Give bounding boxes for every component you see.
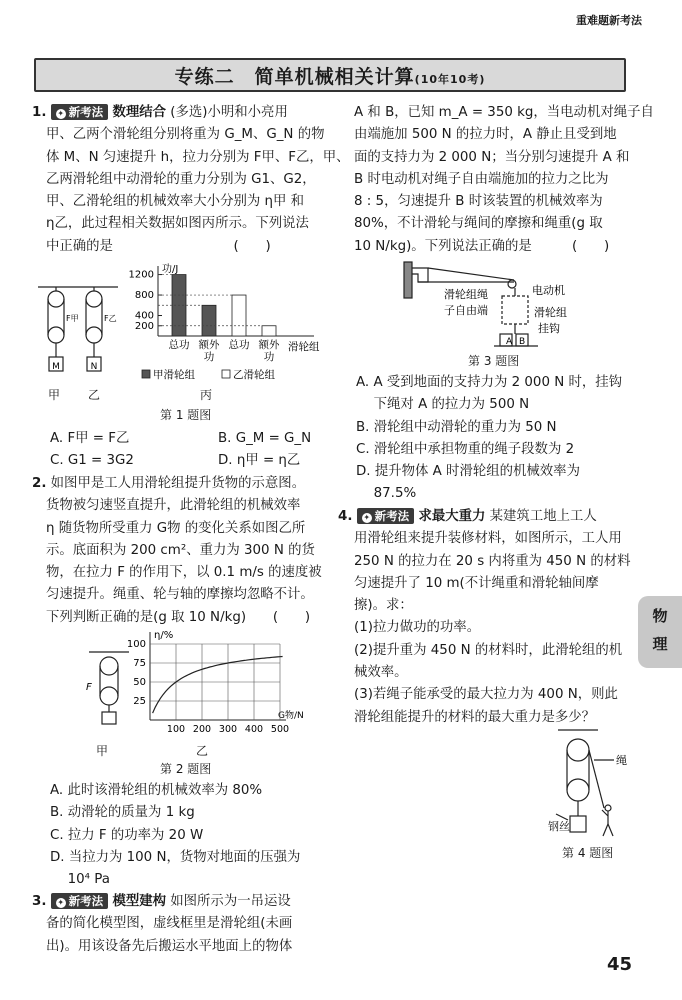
q1-line: 乙两滑轮组中动滑轮的重力分别为 G1、G2， bbox=[46, 171, 316, 187]
legend-swatch bbox=[142, 370, 150, 378]
q2-line: 匀速提升。绳重、轮与轴的摩擦均忽略不计。 bbox=[46, 587, 314, 603]
q2-option-a: A. 此时该滑轮组的机械效率为 80% bbox=[50, 783, 263, 798]
x-tick-label: 100 bbox=[166, 724, 186, 735]
x-tick-label: 300 bbox=[218, 724, 238, 735]
q3-option-c: C. 滑轮组中承担物重的绳子段数为 2 bbox=[356, 441, 575, 457]
q2-line: 物，在拉力 F 的作用下，以 0.1 m/s 的速度被 bbox=[46, 565, 322, 581]
q4-line: 械效率。 bbox=[354, 665, 408, 681]
q2-number: 2. bbox=[32, 476, 47, 491]
label-m: M bbox=[52, 362, 60, 372]
q3-option-d-cont: 87.5% bbox=[356, 486, 417, 502]
q3-line: 由端施加 500 N 的拉力时，A 静止且受到地 bbox=[354, 127, 617, 143]
q2-line: 下列判断正确的是(g 取 10 N/kg) ( ) bbox=[46, 609, 311, 625]
q2-option-b: B. 动滑轮的质量为 1 kg bbox=[50, 805, 195, 821]
q1-line: 甲、乙两个滑轮组分别将重为 G_M、G_N 的物 bbox=[46, 127, 325, 143]
q1-line: 体 M、N 匀速提升 h，拉力分别为 F甲、F乙，甲、 bbox=[46, 149, 350, 165]
q4-line: (2)提升重为 450 N 的材料时，此滑轮组的机 bbox=[354, 642, 623, 658]
new-method-tag: ✦ 新考法 bbox=[357, 508, 415, 524]
q1-bar-chart bbox=[114, 262, 332, 400]
label-n: N bbox=[90, 362, 98, 372]
q1-pulley-figures bbox=[38, 285, 118, 385]
q1-caption: 第 1 题图 bbox=[160, 408, 212, 422]
y-tick-label: 100 bbox=[126, 639, 146, 650]
subject-label: 物 理 bbox=[652, 607, 668, 653]
y-axis-label: η/% bbox=[154, 630, 174, 641]
q3-line: B 时电动机对绳子自由端施加的拉力之比为 bbox=[354, 171, 609, 187]
section-note: (10年10考) bbox=[414, 73, 486, 86]
y-tick-label: 1200 bbox=[128, 269, 154, 281]
legend-swatch bbox=[222, 370, 230, 378]
page-number: 45 bbox=[606, 954, 632, 975]
q4-line: 滑轮组能提升的材料的最大重力是多少？ bbox=[354, 709, 596, 725]
q1-line: 甲、乙滑轮组的机械效率大小分别为 η甲 和 bbox=[46, 194, 305, 210]
section-title: 专练二 简单机械相关计算(10年10考) bbox=[174, 66, 486, 88]
q3-label-rope-end-1: 滑轮组绳 bbox=[444, 288, 488, 301]
q2-option-d: D. 当拉力为 100 N，货物对地面的压强为 bbox=[50, 849, 301, 865]
lightbulb-icon: ✦ bbox=[57, 898, 65, 907]
header-section-label: 重难题新考法 bbox=[576, 14, 642, 27]
q3-option-d: D. 提升物体 A 时滑轮组的机械效率为 bbox=[356, 464, 580, 480]
q3-number: 3. bbox=[32, 894, 47, 909]
x-tick-label: 额外 bbox=[258, 339, 280, 351]
efficiency-curve bbox=[153, 657, 283, 714]
label-f-jia: F甲 bbox=[66, 314, 79, 323]
q3-label-a: A bbox=[506, 337, 513, 347]
question-3 bbox=[32, 891, 332, 958]
x-tick-label: 额外 bbox=[198, 339, 220, 351]
bar bbox=[202, 305, 216, 336]
q3-option-a: A. A 受到地面的支持力为 2 000 N 时，挂钩 bbox=[356, 375, 623, 390]
bar bbox=[262, 326, 276, 336]
q1-option-b: B. G_M = G_N bbox=[218, 431, 312, 446]
q1-fig-bing-label: 丙 bbox=[200, 388, 213, 402]
q2-option-c: C. 拉力 F 的功率为 20 W bbox=[50, 827, 204, 843]
question-3-continued bbox=[354, 102, 654, 258]
q2-line: η 随货物所受重力 G物 的变化关系如图乙所 bbox=[46, 520, 306, 536]
x-tick-label: 总功 bbox=[228, 339, 250, 351]
q1-line: η乙，此过程相关数据如图丙所示。下列说法 bbox=[46, 216, 309, 232]
q1-line: 中正确的是 ( ) bbox=[46, 238, 271, 254]
y-tick-label: 75 bbox=[133, 658, 146, 669]
q2-fig-yi-label: 乙 bbox=[196, 744, 209, 758]
q1-number: 1. bbox=[32, 105, 47, 120]
lightbulb-icon: ✦ bbox=[363, 513, 371, 522]
q2-fig-jia-label: 甲 bbox=[96, 744, 109, 758]
x-tick-label-cont: 功 bbox=[203, 351, 215, 363]
question-2 bbox=[32, 473, 332, 629]
q4-label-wire: 钢丝 bbox=[548, 820, 570, 833]
q2-line: 示。底面积为 200 cm²、重力为 300 N 的货 bbox=[46, 542, 315, 558]
question-1 bbox=[32, 102, 350, 258]
q3-line: 出)。用该设备先后搬运水平地面上的物体 bbox=[46, 938, 293, 954]
q4-caption: 第 4 题图 bbox=[562, 846, 614, 860]
q3-option-a-cont: 下绳对 A 的拉力为 500 N bbox=[356, 397, 530, 413]
q4-line: (1)拉力做功的功率。 bbox=[354, 620, 481, 636]
new-method-tag: ✦ 新考法 bbox=[51, 104, 109, 120]
x-axis-label: 滑轮组 bbox=[288, 341, 320, 353]
q4-keyword: 求最大重力 bbox=[418, 509, 486, 524]
q4-line: 擦)。求： bbox=[354, 598, 413, 614]
lightbulb-icon: ✦ bbox=[57, 109, 65, 118]
q3-line: A 和 B，已知 m_A = 350 kg，当电动机对绳子自 bbox=[354, 105, 654, 120]
x-tick-label: 200 bbox=[192, 724, 212, 735]
label-f-yi: F乙 bbox=[104, 314, 117, 323]
q1-options bbox=[50, 428, 340, 473]
q3-hoist-figure bbox=[404, 260, 604, 350]
q3-line: 8 : 5，匀速提升 B 时该装置的机械效率为 bbox=[354, 194, 603, 210]
q4-line: 250 N 的拉力在 20 s 内将重为 450 N 的材料 bbox=[354, 553, 631, 569]
bar bbox=[232, 295, 246, 336]
q2-options bbox=[50, 780, 340, 891]
q3-option-b: B. 滑轮组中动滑轮的重力为 50 N bbox=[356, 419, 557, 435]
q3-line: 如图所示为一吊运设 bbox=[170, 894, 291, 909]
subject-sidebar-tab bbox=[638, 596, 682, 668]
q3-label-rope-end-2: 子自由端 bbox=[444, 304, 488, 317]
q1-line: (多选)小明和小亮用 bbox=[170, 105, 288, 120]
q4-label-rope: 绳 bbox=[616, 754, 627, 767]
y-tick-label: 50 bbox=[133, 677, 146, 688]
q3-line: 10 N/kg)。下列说法正确的是 ( ) bbox=[354, 238, 610, 254]
question-4 bbox=[338, 506, 638, 729]
q2-option-d-cont: 10⁴ Pa bbox=[50, 872, 110, 888]
q3-caption: 第 3 题图 bbox=[468, 354, 520, 368]
q1-fig-yi-label: 乙 bbox=[88, 388, 101, 402]
x-axis-label: G物/N bbox=[278, 711, 304, 721]
q3-options bbox=[356, 372, 656, 506]
x-tick-label: 400 bbox=[244, 724, 264, 735]
section-banner bbox=[34, 58, 626, 92]
q3-line: 面的支持力为 2 000 N；当分别匀速提升 A 和 bbox=[354, 149, 630, 165]
legend-label: 甲滑轮组 bbox=[153, 369, 195, 381]
y-tick-label: 800 bbox=[134, 290, 154, 302]
y-tick-label: 25 bbox=[133, 696, 146, 707]
q2-efficiency-graph bbox=[116, 628, 304, 746]
q2-caption: 第 2 题图 bbox=[160, 762, 212, 776]
q4-line: 匀速提升了 10 m(不计绳重和滑轮轴间摩 bbox=[354, 575, 599, 591]
y-tick-label: 200 bbox=[134, 320, 154, 332]
q1-keyword: 数理结合 bbox=[112, 105, 166, 120]
q2-line: 货物被匀速竖直提升，此滑轮组的机械效率 bbox=[46, 498, 301, 514]
q4-line: 用滑轮组来提升装修材料，如图所示，工人用 bbox=[354, 531, 622, 547]
legend-label: 乙滑轮组 bbox=[233, 369, 275, 381]
y-tick-label: 400 bbox=[134, 310, 154, 322]
q2-line: 如图甲是工人用滑轮组提升货物的示意图。 bbox=[50, 476, 306, 491]
q4-line: (3)若绳子能承受的最大拉力为 400 N，则此 bbox=[354, 687, 618, 703]
q2-label-f: F bbox=[86, 682, 92, 693]
q3-keyword: 模型建构 bbox=[112, 894, 166, 909]
q1-option-a: A. F甲 = F乙 bbox=[50, 431, 130, 446]
q1-option-c: C. G1 = 3G2 bbox=[50, 453, 134, 469]
q4-line: 某建筑工地上工人 bbox=[489, 509, 597, 524]
q3-label-motor: 电动机 bbox=[532, 284, 565, 297]
new-method-tag: ✦ 新考法 bbox=[51, 893, 109, 909]
q4-number: 4. bbox=[338, 509, 353, 524]
q3-label-pulley: 滑轮组 bbox=[534, 306, 567, 319]
q1-option-d: D. η甲 = η乙 bbox=[218, 453, 301, 469]
q3-label-b: B bbox=[519, 337, 526, 347]
x-tick-label: 500 bbox=[270, 724, 290, 735]
x-tick-label: 总功 bbox=[168, 339, 190, 351]
q3-line: 备的简化模型图，虚线框里是滑轮组(未画 bbox=[46, 916, 293, 932]
q3-label-hook: 挂钩 bbox=[538, 322, 560, 335]
x-tick-label-cont: 功 bbox=[263, 351, 275, 363]
q1-fig-jia-label: 甲 bbox=[48, 388, 61, 402]
y-axis-label: 功/J bbox=[162, 264, 179, 275]
q3-line: 80%，不计滑轮与绳间的摩擦和绳重(g 取 bbox=[354, 216, 603, 232]
